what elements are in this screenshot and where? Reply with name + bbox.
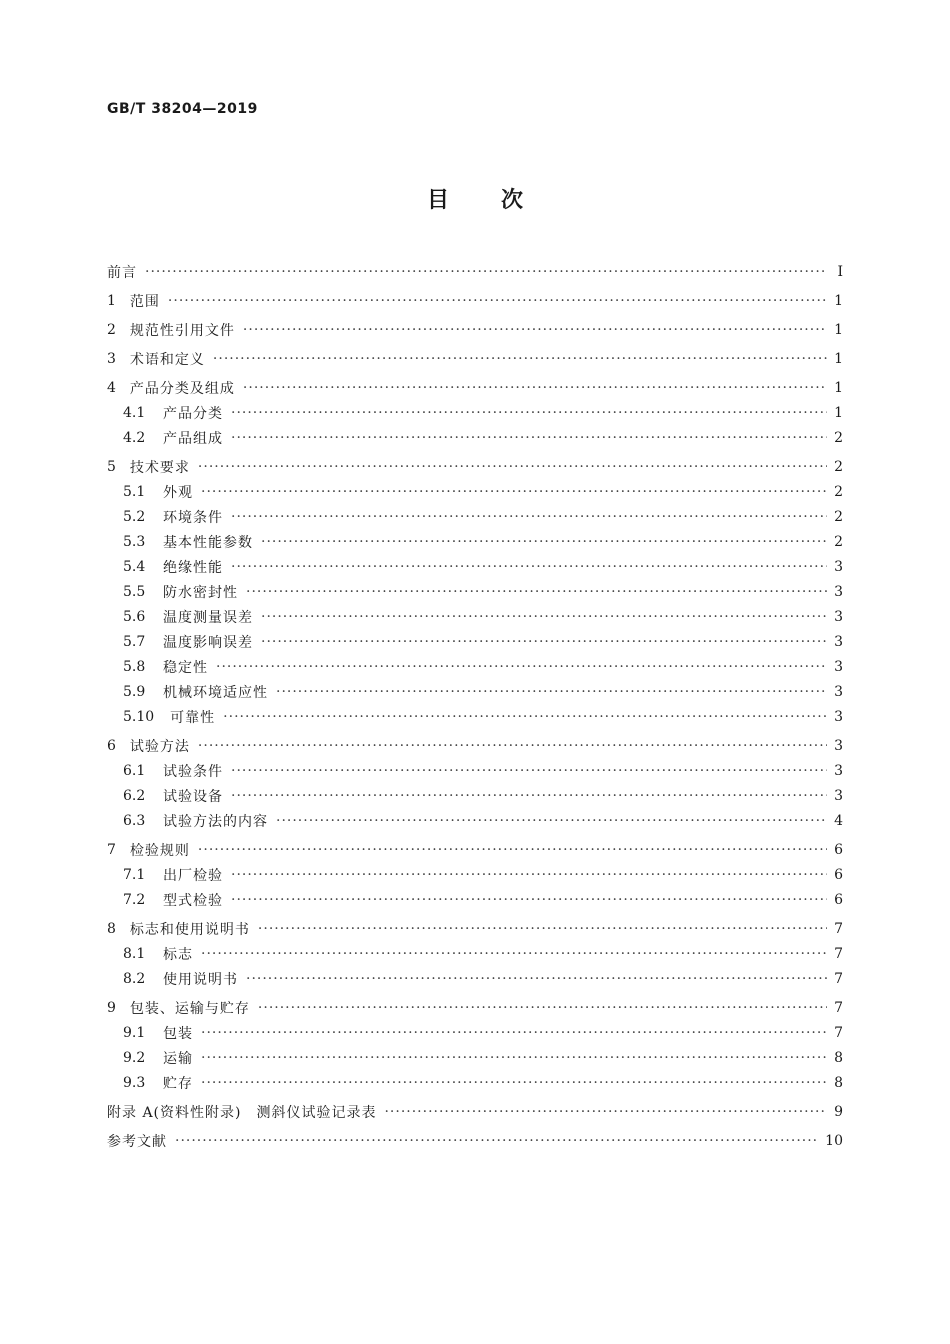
toc-entry-number: 9.1 xyxy=(123,1024,146,1041)
toc-entry[interactable] xyxy=(107,375,843,400)
toc-entry-label: 稳定性 xyxy=(163,659,208,676)
toc-entry-number: 6 xyxy=(107,737,116,754)
toc-entry-number: 8.1 xyxy=(123,945,146,962)
toc-entry-number: 5.6 xyxy=(123,608,146,625)
dot-leader xyxy=(216,660,827,674)
toc-entry-number: 8.2 xyxy=(123,970,146,987)
toc-entry-page-number: 6 xyxy=(834,866,843,883)
toc-entry-number: 3 xyxy=(107,350,116,367)
toc-entry[interactable] xyxy=(107,454,843,479)
toc-entry-number: 6.3 xyxy=(123,812,146,829)
toc-entry[interactable] xyxy=(107,966,843,991)
toc-entry-label: 规范性引用文件 xyxy=(129,322,235,339)
toc-entry[interactable] xyxy=(107,1020,843,1045)
toc-entry-label: 出厂检验 xyxy=(163,867,223,884)
toc-entry-label: 技术要求 xyxy=(129,459,190,476)
dot-leader xyxy=(246,972,827,986)
toc-entry[interactable] xyxy=(107,529,843,554)
dot-leader xyxy=(213,352,827,366)
toc-entry-number: 9.3 xyxy=(123,1074,146,1091)
toc-entry-page-number: 3 xyxy=(834,762,843,779)
toc-entry-number: 5.9 xyxy=(123,683,146,700)
toc-entry[interactable] xyxy=(107,679,843,704)
toc-entry-page-number: 3 xyxy=(834,583,843,600)
toc-entry-page-number: 3 xyxy=(834,737,843,754)
toc-entry-label: 型式检验 xyxy=(163,892,223,909)
toc-entry-page-number: 6 xyxy=(834,891,843,908)
toc-entry-label: 产品分类及组成 xyxy=(129,380,235,397)
title-part-1: 目 xyxy=(426,188,449,213)
dot-leader xyxy=(231,431,827,445)
toc-entry-number: 9 xyxy=(107,999,116,1016)
toc-entry-page-number: 2 xyxy=(834,533,843,550)
toc-entry-page-number: 3 xyxy=(834,787,843,804)
toc-entry[interactable] xyxy=(107,704,843,729)
toc-entry-page-number: 7 xyxy=(834,945,843,962)
toc-entry[interactable] xyxy=(107,733,843,758)
dot-leader xyxy=(175,1134,819,1148)
toc-entry-number: 5.4 xyxy=(123,558,146,575)
toc-entry-page-number: 4 xyxy=(834,812,843,829)
toc-entry-label: 基本性能参数 xyxy=(163,534,253,551)
toc-entry[interactable] xyxy=(107,1099,843,1124)
toc-entry-label: 试验条件 xyxy=(163,763,223,780)
toc-entry-label: 环境条件 xyxy=(163,509,223,526)
toc-entry[interactable] xyxy=(107,837,843,862)
toc-entry[interactable] xyxy=(107,808,843,833)
toc-entry[interactable] xyxy=(107,604,843,629)
standard-code: GB/T 38204—2019 xyxy=(107,101,258,117)
toc-entry-number: 5.8 xyxy=(123,658,146,675)
page-title xyxy=(0,183,950,214)
dot-leader xyxy=(145,265,827,279)
toc-entry-page-number: 2 xyxy=(834,508,843,525)
toc-entry-label: 产品组成 xyxy=(163,430,223,447)
toc-entry-number: 7.2 xyxy=(123,891,146,908)
toc-entry-page-number: 9 xyxy=(834,1103,843,1120)
toc-entry-label: 机械环境适应性 xyxy=(163,684,268,701)
toc-entry-page-number: 8 xyxy=(834,1049,843,1066)
dot-leader xyxy=(276,814,827,828)
toc-entry[interactable] xyxy=(107,758,843,783)
toc-entry-label: 参考文献 xyxy=(107,1133,167,1150)
toc-entry-label: 产品分类 xyxy=(163,405,223,422)
toc-entry-label: 防水密封性 xyxy=(163,584,238,601)
toc-entry-number: 5.3 xyxy=(123,533,146,550)
toc-entry-label: 温度影响误差 xyxy=(163,634,253,651)
dot-leader xyxy=(231,406,827,420)
toc-entry-number: 5.10 xyxy=(123,708,155,725)
toc-entry-label: 标志和使用说明书 xyxy=(129,921,250,938)
dot-leader xyxy=(261,610,827,624)
toc-entry-label: 前言 xyxy=(107,264,137,281)
dot-leader xyxy=(201,1051,827,1065)
toc-entry-label: 试验设备 xyxy=(163,788,223,805)
toc-entry-number: 5.1 xyxy=(123,483,146,500)
toc-entry-label: 外观 xyxy=(163,484,193,501)
toc-entry-number: 6.2 xyxy=(123,787,146,804)
toc-entry-page-number: 10 xyxy=(825,1132,843,1149)
toc-entry-page-number: Ⅰ xyxy=(837,263,843,280)
dot-leader xyxy=(198,460,827,474)
title-part-2: 次 xyxy=(501,188,524,213)
toc-entry-label: 温度测量误差 xyxy=(163,609,253,626)
toc-entry-number: 4.2 xyxy=(123,429,146,446)
toc-entry-label: 贮存 xyxy=(163,1075,193,1092)
dot-leader xyxy=(223,710,827,724)
toc-entry[interactable] xyxy=(107,941,843,966)
dot-leader xyxy=(168,294,827,308)
toc-entry-label: 附录 A(资料性附录) 测斜仪试验记录表 xyxy=(107,1104,377,1121)
toc-entry-label: 标志 xyxy=(163,946,193,963)
toc-entry[interactable] xyxy=(107,916,843,941)
toc-entry-page-number: 3 xyxy=(834,658,843,675)
toc-entry-page-number: 7 xyxy=(834,999,843,1016)
toc-entry[interactable] xyxy=(107,1128,843,1153)
dot-leader xyxy=(384,1105,827,1119)
toc-entry-page-number: 6 xyxy=(834,841,843,858)
toc-entry-page-number: 1 xyxy=(834,379,843,396)
dot-leader xyxy=(201,1076,827,1090)
toc-entry-label: 使用说明书 xyxy=(163,971,238,988)
toc-entry-number: 1 xyxy=(107,292,116,309)
toc-entry[interactable] xyxy=(107,579,843,604)
toc-entry-page-number: 2 xyxy=(834,483,843,500)
dot-leader xyxy=(261,635,827,649)
toc-entry-number: 2 xyxy=(107,321,116,338)
dot-leader xyxy=(258,1001,827,1015)
dot-leader xyxy=(231,764,827,778)
dot-leader xyxy=(198,843,827,857)
toc-entry-page-number: 1 xyxy=(834,404,843,421)
toc-entry-number: 4.1 xyxy=(123,404,146,421)
toc-entry[interactable] xyxy=(107,995,843,1020)
toc-entry[interactable] xyxy=(107,346,843,371)
toc-entry-page-number: 3 xyxy=(834,558,843,575)
dot-leader xyxy=(261,535,827,549)
toc-entry-number: 8 xyxy=(107,920,116,937)
toc-entry-page-number: 3 xyxy=(834,608,843,625)
toc-entry-page-number: 1 xyxy=(834,350,843,367)
toc-entry-page-number: 1 xyxy=(834,321,843,338)
toc-entry-number: 7.1 xyxy=(123,866,146,883)
dot-leader xyxy=(246,585,827,599)
toc-entry-number: 7 xyxy=(107,841,116,858)
toc-entry-number: 5.7 xyxy=(123,633,146,650)
dot-leader xyxy=(243,381,827,395)
toc-entry[interactable] xyxy=(107,479,843,504)
toc-entry-page-number: 7 xyxy=(834,970,843,987)
toc-entry[interactable] xyxy=(107,317,843,342)
toc-entry-number: 5.5 xyxy=(123,583,146,600)
toc-entry[interactable] xyxy=(107,400,843,425)
toc-entry-label: 检验规则 xyxy=(129,842,190,859)
dot-leader xyxy=(198,739,827,753)
toc-entry-label: 范围 xyxy=(129,293,160,310)
toc-entry[interactable] xyxy=(107,862,843,887)
toc-entry-number: 9.2 xyxy=(123,1049,146,1066)
toc-entry-number: 5 xyxy=(107,458,116,475)
toc-entry[interactable] xyxy=(107,425,843,450)
toc-entry-page-number: 2 xyxy=(834,429,843,446)
toc-entry[interactable] xyxy=(107,654,843,679)
toc-entry-page-number: 7 xyxy=(834,920,843,937)
dot-leader xyxy=(201,947,827,961)
toc-entry[interactable] xyxy=(107,554,843,579)
dot-leader xyxy=(231,789,827,803)
dot-leader xyxy=(201,1026,827,1040)
toc-entry[interactable] xyxy=(107,1045,843,1070)
toc-entry[interactable] xyxy=(107,504,843,529)
dot-leader xyxy=(231,560,827,574)
dot-leader xyxy=(258,922,827,936)
dot-leader xyxy=(201,485,827,499)
toc-entry-page-number: 3 xyxy=(834,633,843,650)
toc-entry-label: 包装 xyxy=(163,1025,193,1042)
toc-entry[interactable] xyxy=(107,259,843,284)
toc-entry[interactable] xyxy=(107,629,843,654)
toc-entry-page-number: 2 xyxy=(834,458,843,475)
toc-entry-label: 包装、运输与贮存 xyxy=(129,1000,250,1017)
dot-leader xyxy=(276,685,827,699)
toc-entry-label: 绝缘性能 xyxy=(163,559,223,576)
toc-entry-label: 试验方法的内容 xyxy=(163,813,268,830)
toc-entry-page-number: 3 xyxy=(834,683,843,700)
dot-leader xyxy=(231,893,827,907)
toc-entry-number: 4 xyxy=(107,379,116,396)
toc-entry[interactable] xyxy=(107,887,843,912)
toc-entry-label: 术语和定义 xyxy=(129,351,205,368)
toc-entry-label: 试验方法 xyxy=(129,738,190,755)
toc-entry-page-number: 1 xyxy=(834,292,843,309)
dot-leader xyxy=(231,868,827,882)
table-of-contents xyxy=(107,259,843,1153)
dot-leader xyxy=(243,323,827,337)
toc-entry-page-number: 8 xyxy=(834,1074,843,1091)
toc-entry[interactable] xyxy=(107,288,843,313)
toc-entry[interactable] xyxy=(107,783,843,808)
toc-entry-page-number: 3 xyxy=(834,708,843,725)
toc-entry-number: 5.2 xyxy=(123,508,146,525)
toc-entry-label: 可靠性 xyxy=(170,709,216,726)
toc-entry-label: 运输 xyxy=(163,1050,193,1067)
toc-entry-number: 6.1 xyxy=(123,762,146,779)
dot-leader xyxy=(231,510,827,524)
toc-entry[interactable] xyxy=(107,1070,843,1095)
toc-entry-page-number: 7 xyxy=(834,1024,843,1041)
